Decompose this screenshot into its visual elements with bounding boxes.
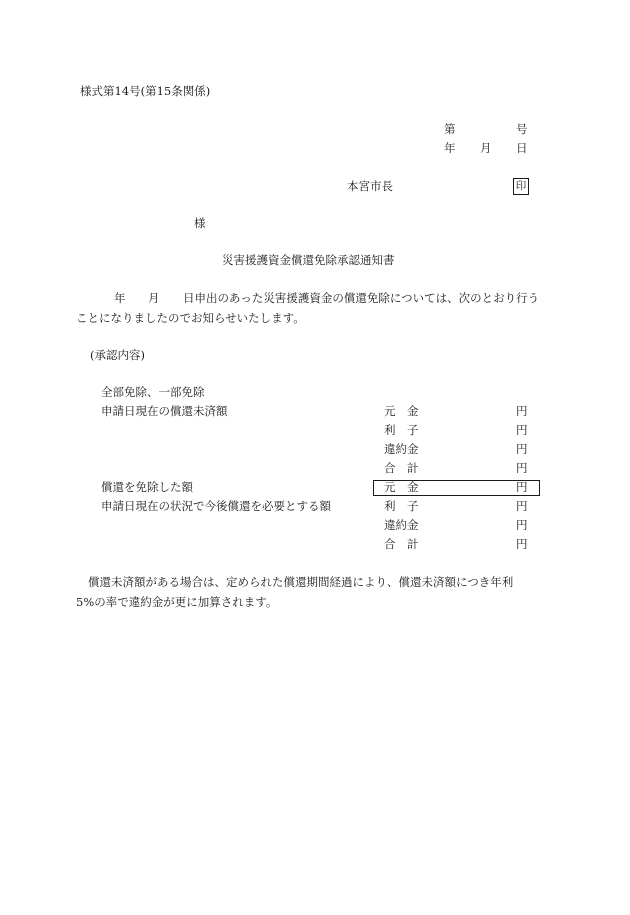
row-item: 違約金 [384, 518, 419, 532]
row-label: 償還を免除した額 [101, 480, 193, 494]
intro-month: 月 [148, 291, 160, 305]
date-month: 月 [480, 141, 492, 155]
row-unit: 円 [516, 537, 528, 551]
note-line1: 償還未済額がある場合は、定められた償還期間経過により、償還未済額につき年利 [88, 575, 514, 589]
seal-stamp: 印 [513, 178, 529, 195]
addressee-suffix: 様 [194, 216, 206, 230]
note-line2: 5%の率で違約金が更に加算されます。 [76, 595, 278, 609]
row-label: 申請日現在の状況で今後償還を必要とする額 [101, 499, 331, 513]
intro-text-line1: 日申出のあった災害援護資金の償還免除については、次のとおり行う [183, 291, 540, 305]
row-item: 合 計 [384, 537, 419, 551]
row-label: 申請日現在の償還未済額 [101, 404, 228, 418]
row-unit: 円 [516, 423, 528, 437]
row-unit: 円 [516, 442, 528, 456]
row-item: 違約金 [384, 442, 419, 456]
intro-year: 年 [114, 291, 126, 305]
row-item: 合 計 [384, 461, 419, 475]
number-prefix: 第 [444, 122, 456, 136]
row-unit: 円 [516, 404, 528, 418]
row-unit: 円 [516, 499, 528, 513]
row-item: 元 金 [384, 480, 419, 494]
number-suffix: 号 [516, 122, 528, 136]
issuer-name: 本宮市長 [347, 179, 393, 193]
row-unit: 円 [516, 461, 528, 475]
exemption-type: 全部免除、一部免除 [101, 385, 205, 399]
row-item: 元 金 [384, 404, 419, 418]
date-day: 日 [516, 141, 528, 155]
row-unit: 円 [516, 518, 528, 532]
intro-text-line2: ことになりましたのでお知らせいたします。 [76, 311, 305, 325]
document-title: 災害援護資金償還免除承認通知書 [222, 253, 395, 267]
date-year: 年 [444, 141, 456, 155]
row-item: 利 子 [384, 423, 419, 437]
row-unit: 円 [516, 480, 528, 494]
form-label: 様式第14号(第15条関係) [80, 84, 211, 98]
row-item: 利 子 [384, 499, 419, 513]
section-heading: (承認内容) [90, 348, 145, 362]
